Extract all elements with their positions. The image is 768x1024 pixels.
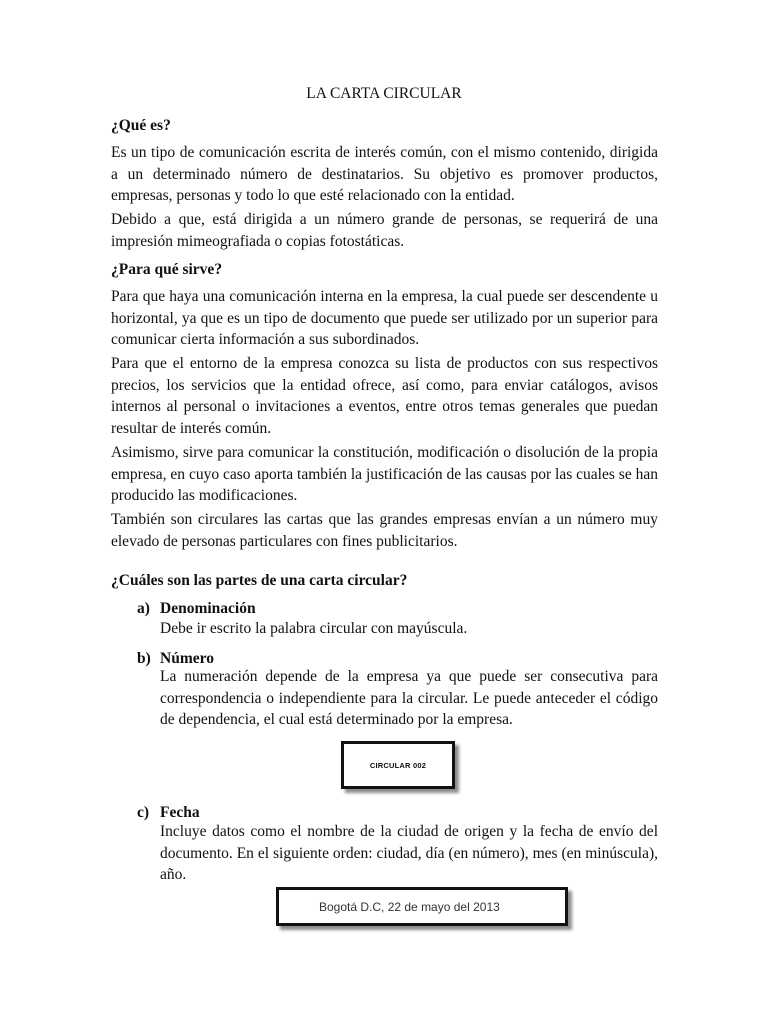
list-item-title-numero: Número <box>160 650 214 667</box>
section-heading-que-es: ¿Qué es? <box>111 117 171 134</box>
paragraph: Es un tipo de comunicación escrita de interés común, con el mismo contenido, dirigida a un determinado número de destinatarios. Su objetivo es promover productos, empresas, personas y todo lo que esté relacionado con la entidad. <box>111 144 658 204</box>
list-item-title-fecha: Fecha <box>160 804 200 821</box>
list-marker: c) <box>137 804 150 821</box>
circular-number-example-box <box>341 741 455 789</box>
list-marker: b) <box>137 650 151 667</box>
list-marker: a) <box>137 600 150 617</box>
document-title: LA CARTA CIRCULAR <box>306 85 462 102</box>
paragraph: Para que el entorno de la empresa conozca su lista de productos con sus respectivos precios, los servicios que la entidad ofrece, así como, para enviar catálogos, avisos internos al personal o invitaciones a eventos, entre otros temas generales que puedan resultar de interés común. <box>111 355 658 437</box>
paragraph: Para que haya una comunicación interna en la empresa, la cual puede ser descendente u horizontal, ya que es un tipo de documento que puede ser utilizado por un superior para comunicar cierta información a sus subordinados. <box>111 288 658 348</box>
list-item-text: Debe ir escrito la palabra circular con mayúscula. <box>160 620 468 637</box>
section-heading-para-que-sirve: ¿Para qué sirve? <box>111 261 223 278</box>
date-example-box <box>276 887 568 926</box>
list-item-text: La numeración depende de la empresa ya que puede ser consecutiva para correspondencia o independiente para la circular. Le puede anteceder el código de dependencia, el cual está determinado por la empresa. <box>160 668 658 728</box>
circular-number-example-text: CIRCULAR 002 <box>369 760 427 770</box>
paragraph: Debido a que, está dirigida a un número grande de personas, se requerirá de una impresión mimeografiada o copias fotostáticas. <box>111 211 658 250</box>
date-example-text: Bogotá D.C, 22 de mayo del 2013 <box>319 899 500 914</box>
paragraph: También son circulares las cartas que las grandes empresas envían a un número muy elevado de personas particulares con fines publicitarios. <box>111 511 658 550</box>
list-item-title-denominacion: Denominación <box>160 600 256 617</box>
paragraph: Asimismo, sirve para comunicar la constitución, modificación o disolución de la propia empresa, en cuyo caso aporta también la justificación de las causas por las cuales se han producido las modificaciones. <box>111 444 658 504</box>
section-heading-partes: ¿Cuáles son las partes de una carta circular? <box>111 572 408 589</box>
list-item-text: Incluye datos como el nombre de la ciudad de origen y la fecha de envío del documento. En el siguiente orden: ciudad, día (en número), mes (en minúscula), año. <box>160 823 658 883</box>
